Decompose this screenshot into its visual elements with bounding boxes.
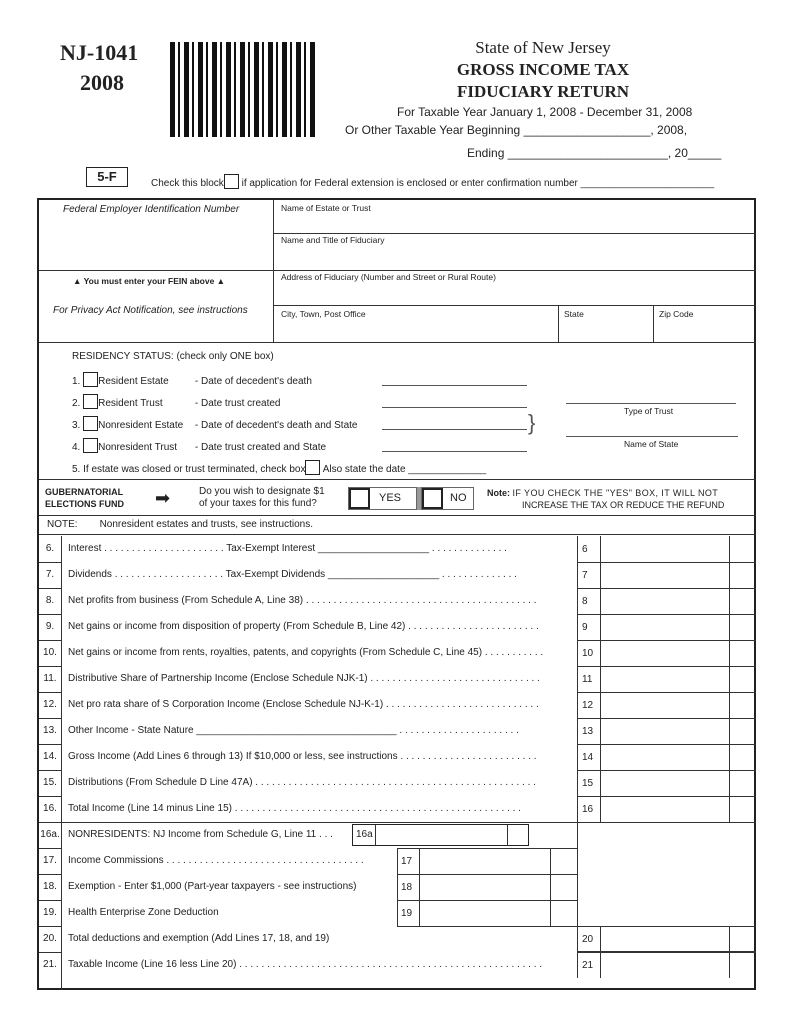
line-box-number: 13 (582, 726, 594, 737)
cents-field[interactable] (730, 666, 754, 692)
amount-field[interactable] (601, 536, 729, 562)
type-of-trust-label: Type of Trust (624, 406, 674, 416)
line-item: 16. Total Income (Line 14 minus Line 15) . . . . . . . . . . . . . . . . . . . . . . . . . . . . . . . . . . . . . . . . . . . . . . . . . . . . (43, 803, 521, 814)
line-box-number: 8 (582, 596, 588, 607)
closed-checkbox[interactable] (305, 460, 320, 475)
yes-option[interactable]: YES (348, 487, 417, 510)
cents-field[interactable] (730, 718, 754, 744)
amount-field[interactable] (601, 744, 729, 770)
residency-date-field[interactable] (382, 429, 527, 430)
amount-field[interactable] (601, 614, 729, 640)
zip-field[interactable]: Zip Code (659, 309, 694, 319)
line-box-number: 6 (582, 544, 588, 555)
amount-field[interactable] (420, 874, 550, 900)
barcode (170, 42, 318, 137)
residency-option: 2. Resident Trust - Date trust created (72, 394, 281, 409)
form-year: 2008 (80, 70, 124, 95)
line-box-number: 21 (582, 960, 594, 971)
no-checkbox[interactable] (422, 488, 443, 509)
cents-field[interactable] (730, 744, 754, 770)
address-field[interactable]: Address of Fiduciary (Number and Street or Rural Route) (281, 272, 496, 282)
line-box-number: 9 (582, 622, 588, 633)
amount-field[interactable] (601, 666, 729, 692)
line-box-number: 15 (582, 778, 594, 789)
amount-field[interactable] (601, 770, 729, 796)
cents-field[interactable] (730, 926, 754, 952)
line-item: 15. Distributions (From Schedule D Line 47A) . . . . . . . . . . . . . . . . . . . . . . . . . . . . . . . . . . . . . . . . . . . . . . . . . . . (43, 777, 536, 788)
name-of-state-label: Name of State (624, 439, 679, 449)
amount-field[interactable] (420, 900, 550, 926)
extension-text-a: Check this block (151, 178, 224, 189)
extension-text-b[interactable]: if application for Federal extension is enclosed or enter confirmation number ________________________ (241, 178, 715, 189)
line-item: 21. Taxable Income (Line 16 less Line 20) . . . . . . . . . . . . . . . . . . . . . . . . . . . . . . . . . . . . . . . . . . . . . . . . . . . . . . . (43, 959, 543, 970)
line-item: 8. Net profits from business (From Schedule A, Line 38) . . . . . . . . . . . . . . . . . . . . . . . . . . . . . . . . . . . . . . . . . . (45, 595, 537, 606)
line-box-number: 18 (401, 882, 413, 893)
amount-field[interactable] (601, 588, 729, 614)
amount-field[interactable] (601, 718, 729, 744)
state-field[interactable]: State (564, 309, 584, 319)
no-option[interactable]: NO (421, 487, 474, 510)
residency-date-field[interactable] (382, 407, 527, 408)
form-code-box: 5-F (86, 167, 128, 187)
line-box-number: 17 (401, 856, 413, 867)
amount-field[interactable] (601, 692, 729, 718)
elections-question: Do you wish to designate $1 of your taxes for this fund? (199, 486, 325, 509)
title-line-2: FIDUCIARY RETURN (456, 82, 630, 101)
arrow-up-icon: ▲ (214, 276, 226, 286)
cents-field[interactable] (730, 952, 754, 978)
brace-icon: } (528, 410, 536, 435)
elections-note: Note: IF YOU CHECK THE "YES" BOX, IT WILL NOT INCREASE THE TAX OR REDUCE THE REFUND (487, 488, 725, 510)
line-item: 6. Interest . . . . . . . . . . . . . . . . . . . . . . Tax-Exempt Interest ____________________ . . . . . . . . . . . . . . (45, 543, 507, 554)
tax-year: For Taxable Year January 1, 2008 - December 31, 2008 (397, 105, 693, 119)
line-item: 17. Income Commissions . . . . . . . . . . . . . . . . . . . . . . . . . . . . . . . . . . . . (43, 855, 364, 866)
cents-field[interactable] (730, 562, 754, 588)
cents-field[interactable] (730, 770, 754, 796)
extension-row (151, 174, 714, 189)
elections-title: GUBERNATORIAL ELECTIONS FUND (45, 487, 125, 509)
line-box-number: 7 (582, 570, 588, 581)
line-item: 18. Exemption - Enter $1,000 (Part-year taxpayers - see instructions) (43, 881, 357, 892)
line-item: 14. Gross Income (Add Lines 6 through 13) If $10,000 or less, see instructions . . . . . . . . . . . . . . . . . . . . . . . . . (43, 751, 537, 762)
other-year[interactable]: Or Other Taxable Year Beginning ___________________, 2008, (345, 123, 688, 137)
extension-checkbox[interactable] (224, 174, 239, 189)
cents-field[interactable] (551, 848, 577, 874)
residency-option: 4. Nonresident Trust - Date trust created and State (72, 438, 326, 453)
amount-field[interactable] (601, 952, 729, 978)
fein-field[interactable] (39, 218, 273, 268)
line-item: 10. Net gains or income from rents, royalties, patents, and copyrights (From Schedule C, Line 45) . . . . . . . . . . . (43, 647, 544, 658)
amount-field[interactable] (601, 926, 729, 952)
line-item: 7. Dividends . . . . . . . . . . . . . . . . . . . . Tax-Exempt Dividends ____________________ . . . . . . . . . . . . . . (45, 569, 517, 580)
residency-title: RESIDENCY STATUS: (check only ONE box) (72, 351, 274, 362)
amount-field[interactable] (601, 796, 729, 822)
city-field[interactable]: City, Town, Post Office (281, 309, 366, 319)
line-item: 19. Health Enterprise Zone Deduction (43, 907, 219, 918)
amount-field[interactable] (601, 562, 729, 588)
cents-field[interactable] (551, 900, 577, 926)
line-box-number: 14 (582, 752, 594, 763)
line-box-number: 12 (582, 700, 594, 711)
cents-field[interactable] (730, 614, 754, 640)
line-box-number: 11 (582, 674, 593, 685)
line-item: 11. Distributive Share of Partnership Income (Enclose Schedule NJK-1) . . . . . . . . . . . . . . . . . . . . . . . . . . . . . . . (43, 673, 540, 684)
estate-name-field[interactable]: Name of Estate or Trust (281, 203, 371, 213)
line-item: 9. Net gains or income from disposition of property (From Schedule B, Line 42) . . . . . . . . . . . . . . . . . . . . . . . . (45, 621, 539, 632)
line-box-number: 20 (582, 934, 594, 945)
form-id: NJ-1041 (60, 40, 139, 65)
fein-label: Federal Employer Identification Number (63, 204, 240, 215)
residency-checkbox[interactable] (83, 372, 98, 387)
residency-date-field[interactable] (382, 451, 527, 452)
ending-date[interactable]: Ending ________________________, 20_____ (467, 146, 722, 160)
yes-checkbox[interactable] (349, 488, 370, 509)
fein-note: ▲ You must enter your FEIN above ▲ (73, 276, 226, 286)
form-body (37, 198, 756, 990)
cents-field[interactable] (551, 874, 577, 900)
cents-field[interactable] (730, 796, 754, 822)
nonresident-note: NOTE: Nonresident estates and trusts, see instructions. (47, 519, 314, 530)
cents-field[interactable] (730, 640, 754, 666)
arrow-right-icon: ➡ (155, 488, 171, 508)
fiduciary-name-field[interactable]: Name and Title of Fiduciary (281, 235, 385, 245)
title-line-1: GROSS INCOME TAX (456, 60, 630, 79)
closed-line: 5. If estate was closed or trust terminated, check box Also state the date ______________ (72, 460, 486, 475)
privacy-note: For Privacy Act Notification, see instructions (53, 305, 248, 316)
line-item: 13. Other Income - State Nature ____________________________________ . . . . . . . . . . . . . . . . . . . . . . (43, 725, 519, 736)
cents-field[interactable] (730, 692, 754, 718)
line-item: 12. Net pro rata share of S Corporation Income (Enclose Schedule NJ-K-1) . . . . . . . . . . . . . . . . . . . . . . . . . . . . (43, 699, 539, 710)
residency-checkbox[interactable] (83, 438, 98, 453)
amount-field[interactable] (601, 640, 729, 666)
line-box-number: 16 (582, 804, 594, 815)
line-box-number: 19 (401, 908, 413, 919)
cents-field[interactable] (730, 588, 754, 614)
amount-field[interactable] (376, 825, 506, 845)
residency-checkbox[interactable] (83, 416, 98, 431)
state-name: State of New Jersey (475, 38, 611, 57)
cents-field[interactable] (508, 825, 528, 845)
line-box-number: 10 (582, 648, 594, 659)
residency-date-field[interactable] (382, 385, 527, 386)
line-item: 20. Total deductions and exemption (Add Lines 17, 18, and 19) (43, 933, 330, 944)
arrow-up-icon: ▲ (73, 276, 84, 286)
line-item: 16a. NONRESIDENTS: NJ Income from Schedule G, Line 11 . . . (40, 829, 333, 840)
residency-option: 1. Resident Estate - Date of decedent's death (72, 372, 312, 387)
cents-field[interactable] (730, 536, 754, 562)
line16a-box: 16a (352, 824, 529, 846)
residency-checkbox[interactable] (83, 394, 98, 409)
amount-field[interactable] (420, 848, 550, 874)
residency-option: 3. Nonresident Estate - Date of decedent's death and State (72, 416, 357, 431)
